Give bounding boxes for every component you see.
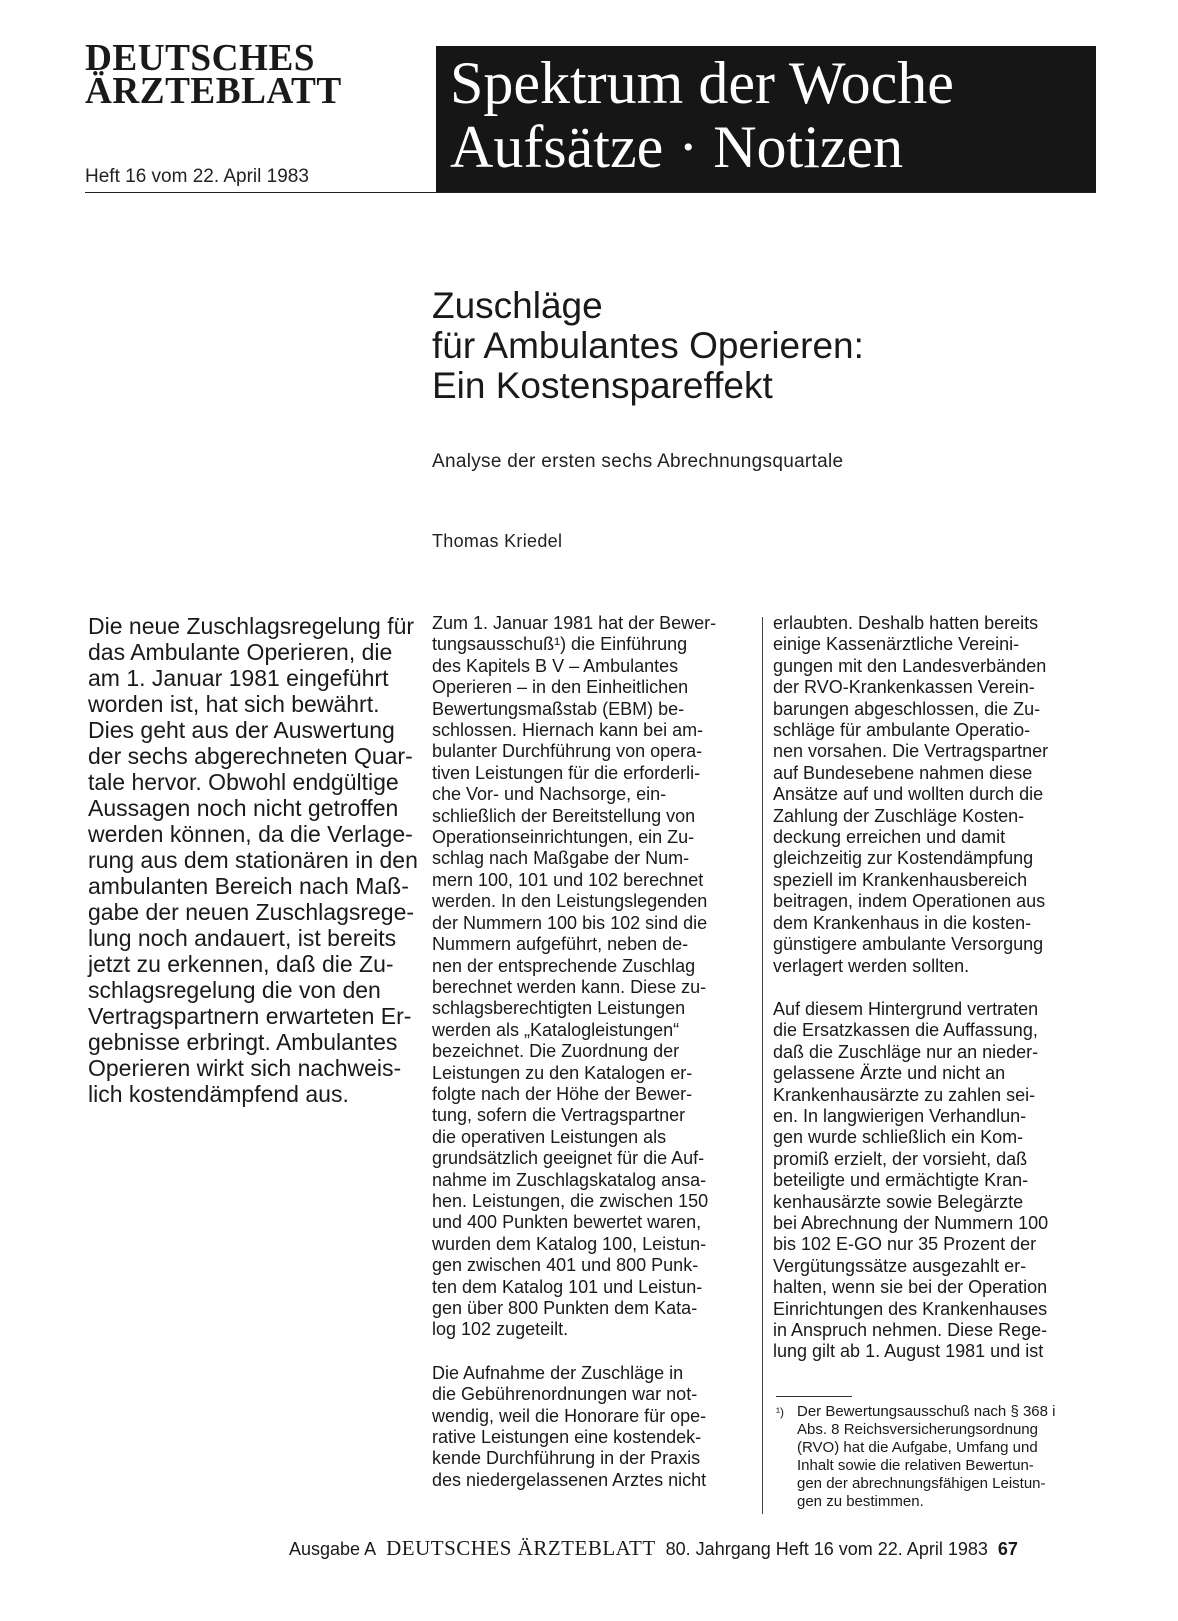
text-line: kende Durchführung in der Praxis [432, 1448, 701, 1469]
text-line: gen über 800 Punkten dem Kata- [432, 1298, 698, 1318]
text-line: das Ambulante Operieren, die [88, 639, 393, 665]
text-line: Zum 1. Januar 1981 hat der Bewer- [432, 613, 717, 633]
text-line: speziell im Krankenhausbereich [773, 869, 1028, 890]
text-line: halten, wenn sie bei der Operation [773, 1277, 1048, 1298]
title-line-2: für Ambulantes Operieren: [432, 325, 864, 366]
text-line: am 1. Januar 1981 eingeführt [88, 665, 389, 691]
text-line: beteiligte und ermächtigte Kran- [773, 1170, 1029, 1191]
text-line: gen zwischen 401 und 800 Punk- [432, 1255, 699, 1276]
text-line: Dies geht aus der Auswertung [88, 717, 395, 743]
text-line: Leistungen zu den Katalogen er- [432, 1062, 693, 1083]
text-line: werden. In den Leistungslegenden [432, 891, 708, 912]
text-line: schlagsberechtigten Leistungen [432, 998, 686, 1019]
text-line: gabe der neuen Zuschlagsrege- [88, 899, 415, 925]
text-line: rung aus dem stationären in den [88, 847, 418, 873]
text-line: en. In langwierigen Verhandlun- [773, 1105, 1027, 1126]
text-line: werden können, da die Verlage- [88, 821, 413, 847]
text-column-middle [432, 613, 752, 1491]
text-line: mern 100, 101 und 102 berechnet [432, 869, 704, 890]
title-line-3: Ein Kostenspareffekt [432, 365, 773, 406]
text-line: gen der abrechnungsfähigen Leistun- [797, 1475, 1046, 1492]
text-line: Abs. 8 Reichsversicherungsordnung [797, 1421, 1038, 1438]
text-line: promiß erzielt, der vorsieht, daß [773, 1148, 1028, 1169]
text-line: lung gilt ab 1. August 1981 und ist [773, 1341, 1044, 1362]
text-line: Bewertungsmaßstab (EBM) be- [432, 698, 685, 719]
text-line: daß die Zuschläge nur an nieder- [773, 1041, 1039, 1062]
paragraph [773, 613, 1091, 977]
footer-edition: Ausgabe A [289, 1539, 377, 1559]
title-line-1: Zuschläge [432, 285, 603, 326]
text-line: der RVO-Krankenkassen Verein- [773, 677, 1035, 698]
text-line: hen. Leistungen, die zwischen 150 [432, 1190, 709, 1211]
footer-journal: DEUTSCHES ÄRZTEBLATT [386, 1536, 656, 1560]
text-line: gen wurde schließlich ein Kom- [773, 1127, 1024, 1148]
text-line: schließlich der Bereitstellung von [432, 805, 696, 826]
text-line: bulanter Durchführung von opera- [432, 741, 703, 762]
page-footer [289, 1536, 1018, 1561]
journal-masthead [85, 37, 389, 112]
paragraph [432, 1363, 752, 1491]
text-line: che Vor- und Nachsorge, ein- [432, 784, 667, 805]
text-line: die operativen Leistungen als [432, 1126, 667, 1147]
text-line: erlaubten. Deshalb hatten bereits [773, 613, 1039, 633]
footnote-text [797, 1403, 1055, 1511]
text-line: ambulanten Bereich nach Maß- [88, 873, 409, 899]
text-line: bezeichnet. Die Zuordnung der [432, 1041, 680, 1062]
text-line: schlossen. Hiernach kann bei am- [432, 720, 704, 741]
text-line: tiven Leistungen für die erforderli- [432, 762, 701, 783]
text-line: tung, sofern die Vertragspartner [432, 1105, 686, 1126]
text-line: nahme im Zuschlagskatalog ansa- [432, 1169, 707, 1190]
footer-issue: 80. Jahrgang Heft 16 vom 22. April 1983 [665, 1539, 988, 1559]
text-line: tungsausschuß¹) die Einführung [432, 634, 688, 655]
text-line: Aussagen noch nicht getroffen [88, 795, 399, 821]
article-title [432, 286, 864, 406]
text-line: und 400 Punkten bewertet waren, [432, 1212, 702, 1233]
text-line: Inhalt sowie die relativen Bewertun- [797, 1457, 1034, 1474]
text-column-right [773, 613, 1091, 1363]
text-line: beitragen, indem Operationen aus [773, 891, 1046, 912]
text-line: Nummern aufgeführt, neben de- [432, 934, 689, 955]
text-line: grundsätzlich geeignet für die Auf- [432, 1148, 705, 1169]
text-line: deckung erreichen und damit [773, 827, 1006, 848]
text-line: ten dem Katalog 101 und Leistun- [432, 1276, 703, 1297]
text-line: log 102 zugeteilt. [432, 1319, 569, 1340]
text-line: einige Kassenärztliche Vereini- [773, 634, 1020, 655]
text-line: die Ersatzkassen die Auffassung, [773, 1020, 1038, 1041]
issue-date: Heft 16 vom 22. April 1983 [85, 166, 309, 187]
text-line: Vergütungssätze ausgezahlt er- [773, 1255, 1027, 1276]
text-line: barungen abgeschlossen, die Zu- [773, 698, 1041, 719]
text-line: schläge für ambulante Operatio- [773, 720, 1031, 741]
text-line: Krankenhausärzte zu zahlen sei- [773, 1084, 1036, 1105]
text-line: in Anspruch nehmen. Diese Rege- [773, 1320, 1048, 1340]
text-line: Operationseinrichtungen, ein Zu- [432, 827, 695, 848]
text-line: Zahlung der Zuschläge Kosten- [773, 805, 1025, 826]
text-line: Die Aufnahme der Zuschläge in [432, 1362, 684, 1383]
text-line: (RVO) hat die Aufgabe, Umfang und [797, 1439, 1038, 1456]
text-line: Operieren wirkt sich nachweis- [88, 1055, 402, 1081]
text-line: lung noch andauert, ist bereits [88, 925, 397, 951]
article-abstract [88, 613, 418, 1107]
column-divider [762, 617, 763, 1514]
page-number: 67 [997, 1539, 1018, 1559]
banner-line-1: Spektrum der Woche [450, 50, 954, 116]
text-line: des Kapitels B V – Ambulantes [432, 655, 679, 676]
text-line: auf Bundesebene nahmen diese [773, 762, 1033, 783]
text-line: Die neue Zuschlagsregelung für [88, 613, 415, 639]
text-line: gebnisse erbringt. Ambulantes [88, 1029, 398, 1055]
banner-line-2: Aufsätze · Notizen [450, 114, 904, 180]
text-line: gelassene Ärzte und nicht an [773, 1063, 1006, 1084]
footnote-marker: ¹) [776, 1405, 784, 1419]
text-line: bei Abrechnung der Nummern 100 [773, 1212, 1049, 1233]
text-line: lich kostendämpfend aus. [88, 1081, 349, 1107]
text-line: der Nummern 100 bis 102 sind die [432, 912, 708, 933]
paragraph [432, 613, 752, 1341]
text-line: nen vorsahen. Die Vertragspartner [773, 741, 1049, 762]
text-line: Operieren – in den Einheitlichen [432, 677, 689, 698]
masthead-line-1: DEUTSCHES [85, 37, 316, 79]
text-line: jetzt zu erkennen, daß die Zu- [88, 951, 394, 977]
text-line: berechnet werden kann. Diese zu- [432, 976, 707, 997]
section-banner [436, 46, 1096, 192]
text-line: tale hervor. Obwohl endgültige [88, 769, 399, 795]
text-line: günstigere ambulante Versorgung [773, 934, 1044, 955]
text-line: kenhausärzte sowie Belegärzte [773, 1191, 1024, 1212]
text-line: werden als „Katalogleistungen“ [432, 1019, 680, 1040]
text-line: die Gebührenordnungen war not- [432, 1384, 698, 1405]
text-line: verlagert werden sollten. [773, 955, 970, 976]
footnote [776, 1403, 1055, 1511]
text-line: worden ist, hat sich bewährt. [88, 691, 380, 717]
text-line: schlag nach Maßgabe der Num- [432, 848, 690, 869]
masthead-line-2: ÄRZTEBLATT [85, 70, 342, 112]
text-line: Vertragspartnern erwarteten Er- [88, 1003, 412, 1029]
text-line: folgte nach der Höhe der Bewer- [432, 1083, 693, 1104]
text-line: der sechs abgerechneten Quar- [88, 743, 413, 769]
article-subtitle: Analyse der ersten sechs Abrechnungsquartale [432, 451, 844, 472]
text-line: schlagsregelung die von den [88, 977, 381, 1003]
text-line: wendig, weil die Honorare für ope- [432, 1405, 707, 1426]
paragraph [773, 999, 1091, 1363]
text-line: Einrichtungen des Krankenhauses [773, 1298, 1048, 1319]
text-line: wurden dem Katalog 100, Leistun- [432, 1233, 707, 1254]
text-line: Auf diesem Hintergrund vertraten [773, 998, 1039, 1019]
article-author: Thomas Kriedel [432, 531, 563, 551]
text-line: Der Bewertungsausschuß nach § 368 i [797, 1403, 1056, 1420]
text-line: gungen mit den Landesverbänden [773, 655, 1047, 676]
text-line: nen der entsprechende Zuschlag [432, 955, 696, 976]
text-line: bis 102 E-GO nur 35 Prozent der [773, 1234, 1037, 1255]
text-line: gleichzeitig zur Kostendämpfung [773, 848, 1034, 869]
text-line: dem Krankenhaus in die kosten- [773, 912, 1032, 933]
text-line: rative Leistungen eine kostendek- [432, 1427, 702, 1448]
footnote-rule [776, 1396, 852, 1397]
text-line: Ansätze auf und wollten durch die [773, 784, 1044, 805]
text-line: des niedergelassenen Arztes nicht [432, 1469, 707, 1490]
header-rule [85, 192, 1096, 193]
text-line: gen zu bestimmen. [797, 1493, 924, 1510]
